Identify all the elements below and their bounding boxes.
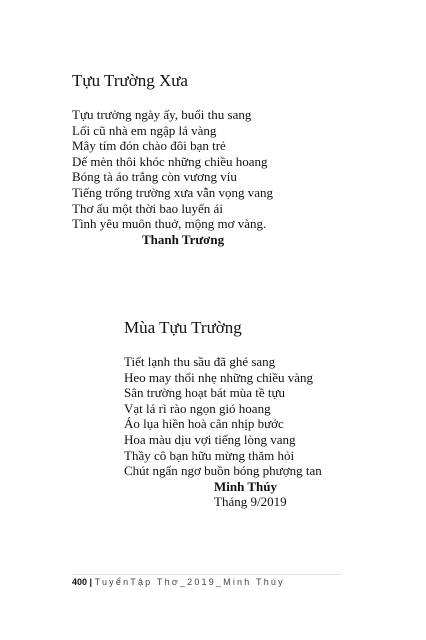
footer-separator: | (89, 577, 93, 587)
poem-title: Tựu Trường Xưa (72, 71, 188, 90)
poem-line: Bóng tà áo trắng còn vương víu (72, 169, 237, 185)
poem-line: Tình yêu muôn thuở, mộng mơ vàng. (72, 216, 267, 232)
page-number: 400 (72, 577, 88, 587)
poem-2 (124, 318, 414, 510)
footer-divider (72, 574, 342, 575)
poem-line: Thầy cô bạn hữu mừng thăm hỏi (124, 447, 295, 463)
poem-line: Vạt lá rì rào ngọn gió hoang (124, 400, 271, 416)
poem-line: Lối cũ nhà em ngập lá vàng (72, 122, 217, 138)
poem-date: Tháng 9/2019 (214, 494, 287, 510)
book-title: TuyểnTập Thơ_2019_Minh Thúy (94, 577, 285, 587)
poem-line: Mây tím đón chào đôi bạn trẻ (72, 138, 226, 154)
poem-line: Áo lụa hiền hoà cân nhịp bước (124, 416, 284, 432)
poem-line: Hoa màu dịu vợi tiếng lòng vang (124, 431, 296, 447)
page-footer (72, 577, 285, 587)
poem-line: Heo may thổi nhẹ những chiều vàng (124, 369, 314, 385)
poem-line: Chút ngẩn ngơ buồn bóng phượng tan (124, 463, 322, 479)
poem-line: Dế mèn thôi khóc những chiều hoang (72, 153, 268, 169)
poem-line: Sân trường hoạt bát mùa tề tựu (124, 385, 286, 401)
poem-title: Mùa Tựu Trường (124, 318, 242, 337)
poem-line: Tiết lạnh thu sầu đã ghé sang (124, 354, 276, 369)
poem-line: Thơ ấu một thời bao luyến ái (72, 200, 223, 216)
poem-line: Tựu trường ngày ấy, buổi thu sang (72, 107, 252, 122)
poem-1 (72, 71, 392, 247)
poem-author: Thanh Trương (142, 231, 225, 247)
poem-author: Minh Thúy (214, 478, 277, 494)
poem-line: Tiếng trống trường xưa vẫn vọng vang (72, 184, 274, 200)
